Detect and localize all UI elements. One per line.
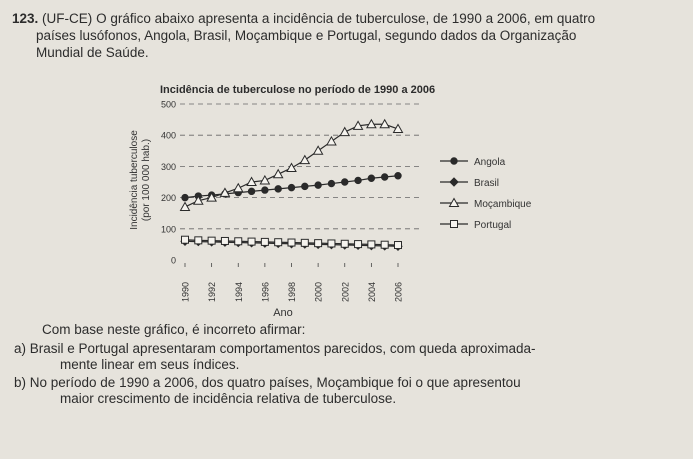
y-tick-label: 400: [160, 130, 176, 141]
legend-marker: [451, 221, 458, 228]
y-axis-label-unit: (por 100 000 hab.): [141, 138, 152, 222]
data-point: [221, 237, 228, 244]
y-axis-ticks: [161, 100, 176, 266]
x-tick-label: 1996: [260, 281, 271, 303]
x-tick-label: 2006: [393, 281, 404, 303]
data-point: [301, 239, 308, 246]
question-line-3: Mundial de Saúde.: [36, 45, 149, 60]
data-point: [262, 187, 268, 193]
question-line-2: países lusófonos, Angola, Brasil, Moçambique e Portugal, segundo dados da Organização: [36, 28, 577, 43]
data-point: [395, 173, 401, 179]
data-point: [182, 236, 189, 243]
legend-item: [440, 157, 506, 168]
data-point: [261, 238, 268, 245]
option-b[interactable]: [12, 375, 677, 407]
answer-options: [12, 322, 677, 409]
y-tick-label: 500: [160, 99, 176, 110]
data-point: [395, 242, 402, 249]
y-tick-label: 0: [170, 255, 176, 266]
legend-marker: [450, 178, 458, 186]
chart-series: [181, 120, 403, 250]
question-source: (UF-CE): [42, 11, 93, 26]
x-tick-label: 1992: [207, 281, 218, 303]
legend-item: [440, 178, 499, 189]
data-point: [248, 238, 255, 245]
chart-title: Incidência de tuberculose no período de 1990 a 2006: [160, 84, 436, 96]
data-point: [355, 177, 361, 183]
options-intro: Com base neste gráfico, é incorreto afirmar:: [42, 322, 306, 337]
x-tick-label: 1994: [233, 281, 244, 303]
x-tick-label: 1990: [180, 281, 191, 303]
data-point: [314, 146, 323, 154]
data-point: [300, 156, 309, 164]
data-point: [368, 241, 375, 248]
option-a-text: a) Brasil e Portugal apresentaram comportamentos parecidos, com queda aproximada-: [14, 341, 536, 356]
data-point: [208, 237, 215, 244]
legend-marker: [451, 158, 457, 164]
x-axis-label: Ano: [273, 307, 293, 319]
data-point: [341, 240, 348, 247]
y-tick-label: 300: [160, 161, 176, 172]
data-point: [342, 179, 348, 185]
data-point: [368, 175, 374, 181]
option-a-continuation: mente linear em seus índices.: [60, 357, 240, 372]
legend-label: Portugal: [474, 220, 512, 231]
legend-label: Angola: [474, 157, 506, 168]
data-point: [288, 184, 294, 190]
x-axis-ticks: [181, 263, 404, 302]
legend-label: Moçambique: [474, 199, 532, 210]
data-point: [274, 170, 283, 178]
data-point: [260, 176, 269, 184]
option-b-continuation: maior crescimento de incidência relativa de tuberculose.: [60, 391, 397, 406]
data-point: [195, 237, 202, 244]
data-point: [302, 183, 308, 189]
y-tick-label: 200: [160, 193, 176, 204]
x-tick-label: 2004: [366, 281, 377, 303]
x-tick-label: 2002: [340, 281, 351, 303]
question-number: 123.: [12, 11, 39, 26]
question-line-1: O gráfico abaixo apresenta a incidência de tuberculose, de 1990 a 2006, em quatro: [96, 11, 596, 26]
data-point: [275, 186, 281, 192]
y-tick-label: 100: [160, 224, 176, 235]
data-point: [328, 240, 335, 247]
data-point: [182, 194, 188, 200]
x-tick-label: 2000: [313, 281, 324, 303]
x-tick-label: 1998: [287, 281, 297, 303]
data-point: [315, 240, 322, 247]
data-point: [327, 137, 336, 145]
chart-legend: [440, 157, 532, 231]
data-point: [248, 188, 254, 194]
y-axis-label: Incidência tuberculose: [129, 130, 140, 230]
legend-label: Brasil: [474, 178, 500, 189]
option-b-text: b) No período de 1990 a 2006, dos quatro países, Moçambique foi o que apresentou: [14, 375, 521, 390]
data-point: [381, 174, 387, 180]
data-point: [315, 182, 321, 188]
data-point: [355, 241, 362, 248]
data-point: [328, 180, 334, 186]
data-point: [181, 202, 190, 210]
data-point: [235, 238, 242, 245]
data-point: [381, 241, 388, 248]
data-point: [288, 239, 295, 246]
series-moçambique: [181, 120, 403, 211]
data-point: [340, 128, 349, 136]
option-a[interactable]: [12, 341, 677, 373]
data-point: [287, 163, 296, 171]
legend-item: [440, 199, 532, 211]
legend-item: [440, 220, 511, 231]
data-point: [275, 239, 282, 246]
data-point: [234, 184, 243, 192]
